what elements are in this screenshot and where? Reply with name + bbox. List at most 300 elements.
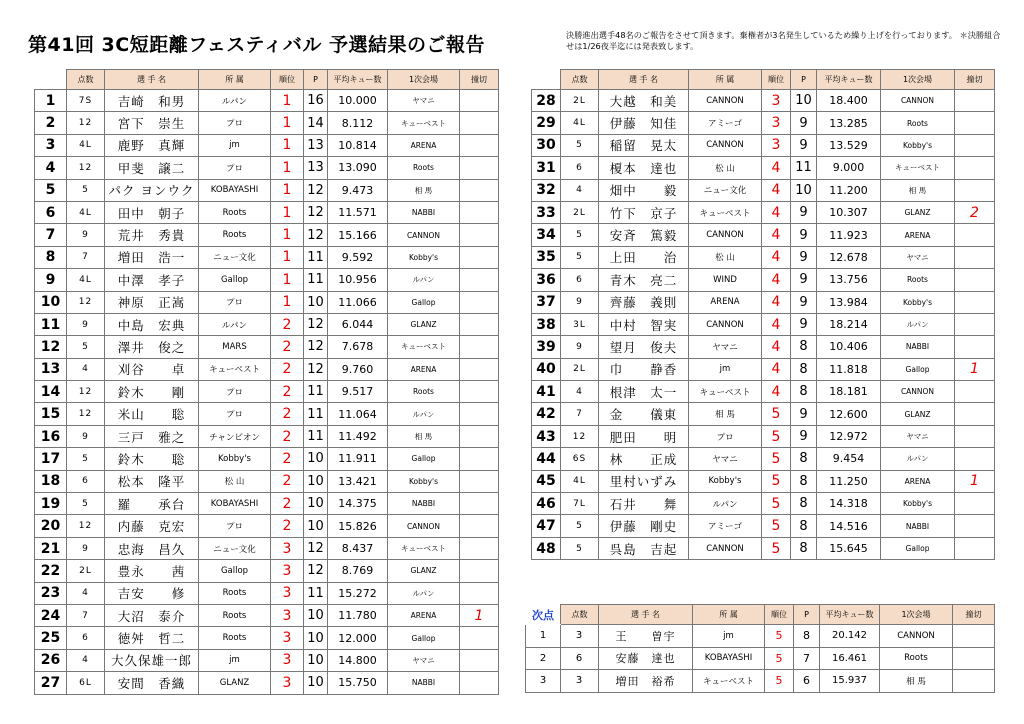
player-name: 青木 亮二 (599, 269, 689, 291)
header-affiliation: 所 属 (199, 70, 271, 90)
header-affiliation: 所 属 (689, 70, 762, 90)
avg-cue-cell: 18.181 (817, 381, 881, 403)
player-name: 大久保雄一郎 (105, 649, 199, 671)
affiliation-cell: 相 馬 (689, 403, 762, 425)
notice-text: 決勝進出選手48名のご報告をさせて頂きます。棄権者が3名発生しているため繰り上げを行っております。 ＊決勝組合せは1/26夜半迄には発表致します。 (566, 30, 1001, 51)
affiliation-cell: プロ (689, 425, 762, 447)
avg-cue-cell: 11.492 (328, 425, 388, 447)
affiliation-cell: プロ (199, 157, 271, 179)
header-rank: 順位 (762, 70, 791, 90)
rank-cell: 1 (271, 224, 304, 246)
decision-cell (460, 313, 499, 335)
venue-cell: ルパン (388, 403, 460, 425)
p-cell: 9 (791, 201, 817, 223)
avg-cue-cell: 14.318 (817, 493, 881, 515)
venue-cell: Roots (388, 157, 460, 179)
venue-cell: 相 馬 (881, 179, 955, 201)
rank-cell: 4 (762, 179, 791, 201)
rank-cell: 3 (762, 112, 791, 134)
rank-cell: 4 (762, 246, 791, 268)
player-name: 根津 太一 (599, 381, 689, 403)
p-cell: 11 (304, 403, 328, 425)
rank-cell: 4 (762, 224, 791, 246)
rank-cell: 5 (762, 470, 791, 492)
player-name: 望月 俊夫 (599, 336, 689, 358)
affiliation-cell: ニュー文化 (199, 246, 271, 268)
venue-cell: Kobby's (881, 134, 955, 156)
p-cell: 11 (304, 246, 328, 268)
header-venue: 1次会場 (880, 605, 953, 625)
row-number: 43 (532, 425, 561, 447)
decision-cell (953, 670, 995, 693)
decision-cell (460, 515, 499, 537)
affiliation-cell: CANNON (689, 134, 762, 156)
rank-cell: 1 (271, 112, 304, 134)
header-points: 点数 (67, 70, 105, 90)
avg-cue-cell: 18.400 (817, 90, 881, 112)
decision-cell (955, 493, 995, 515)
rank-cell: 2 (271, 358, 304, 380)
rank-cell: 4 (762, 201, 791, 223)
affiliation-cell: プロ (199, 515, 271, 537)
player-name: 中澤 孝子 (105, 269, 199, 291)
points-cell: 2L (67, 560, 105, 582)
header-player: 選 手 名 (599, 605, 693, 625)
p-cell: 12 (304, 179, 328, 201)
avg-cue-cell: 20.142 (820, 625, 880, 648)
table-row (532, 493, 995, 515)
table-row (532, 381, 995, 403)
player-name: 肥田 明 (599, 425, 689, 447)
player-name: 吉安 修 (105, 582, 199, 604)
avg-cue-cell: 9.592 (328, 246, 388, 268)
avg-cue-cell: 12.678 (817, 246, 881, 268)
affiliation-cell: CANNON (689, 313, 762, 335)
player-name: 中村 智実 (599, 313, 689, 335)
affiliation-cell: ヤマニ (689, 448, 762, 470)
player-name: 米山 聡 (105, 403, 199, 425)
decision-cell (955, 157, 995, 179)
decision-cell (460, 560, 499, 582)
affiliation-cell: プロ (199, 112, 271, 134)
table-row (532, 358, 995, 380)
decision-cell (955, 246, 995, 268)
row-number: 47 (532, 515, 561, 537)
row-number: 45 (532, 470, 561, 492)
venue-cell: Kobby's (881, 493, 955, 515)
points-cell: 7 (67, 246, 105, 268)
p-cell: 9 (791, 269, 817, 291)
rank-cell: 3 (762, 90, 791, 112)
rank-cell: 3 (271, 604, 304, 626)
affiliation-cell: ルパン (689, 493, 762, 515)
p-cell: 10 (304, 493, 328, 515)
player-name: 伊藤 剛史 (599, 515, 689, 537)
avg-cue-cell: 18.214 (817, 313, 881, 335)
decision-cell (955, 224, 995, 246)
header-avg: 平均キュー数 (820, 605, 880, 625)
affiliation-cell: 松 山 (199, 470, 271, 492)
points-cell: 6 (561, 157, 599, 179)
avg-cue-cell: 13.984 (817, 291, 881, 313)
venue-cell: ヤマニ (388, 649, 460, 671)
venue-cell: Gallop (388, 291, 460, 313)
blank-header (35, 70, 67, 90)
rank-cell: 2 (271, 403, 304, 425)
table-row (35, 604, 499, 626)
row-number: 37 (532, 291, 561, 313)
table-row (35, 269, 499, 291)
points-cell: 4L (67, 201, 105, 223)
header-venue: 1次会場 (881, 70, 955, 90)
rank-cell: 2 (271, 336, 304, 358)
table-row (35, 493, 499, 515)
p-cell: 8 (791, 358, 817, 380)
header-p: P (794, 605, 820, 625)
row-number: 21 (35, 537, 67, 559)
p-cell: 8 (791, 515, 817, 537)
table-row (532, 336, 995, 358)
venue-cell: キューベスト (881, 157, 955, 179)
affiliation-cell: キューベスト (693, 670, 765, 693)
p-cell: 12 (304, 537, 328, 559)
p-cell: 13 (304, 157, 328, 179)
header-affiliation: 所 属 (693, 605, 765, 625)
points-cell: 9 (67, 425, 105, 447)
decision-cell (460, 269, 499, 291)
venue-cell: Roots (388, 381, 460, 403)
avg-cue-cell: 14.800 (328, 649, 388, 671)
table-row (532, 269, 995, 291)
points-cell: 12 (67, 157, 105, 179)
player-name: 安間 香織 (105, 672, 199, 694)
venue-cell: CANNON (881, 90, 955, 112)
rank-cell: 4 (762, 157, 791, 179)
decision-cell: 1 (955, 470, 995, 492)
affiliation-cell: jm (693, 625, 765, 648)
venue-cell: Gallop (881, 358, 955, 380)
rank-cell: 2 (271, 515, 304, 537)
decision-cell (460, 425, 499, 447)
affiliation-cell: Kobby's (199, 448, 271, 470)
venue-cell: ヤマニ (881, 246, 955, 268)
points-cell: 3 (561, 670, 599, 693)
p-cell: 10 (791, 90, 817, 112)
player-name: 三戸 雅之 (105, 425, 199, 447)
rank-cell: 3 (762, 134, 791, 156)
affiliation-cell: プロ (199, 291, 271, 313)
affiliation-cell: ARENA (689, 291, 762, 313)
points-cell: 9 (561, 336, 599, 358)
table-row (35, 246, 499, 268)
player-name: 中島 宏典 (105, 313, 199, 335)
affiliation-cell: jm (199, 649, 271, 671)
table-row (532, 246, 995, 268)
row-number: 2 (526, 647, 561, 670)
table-row (35, 560, 499, 582)
points-cell: 6 (561, 269, 599, 291)
row-number: 26 (35, 649, 67, 671)
avg-cue-cell: 12.000 (328, 627, 388, 649)
points-cell: 3 (561, 625, 599, 648)
points-cell: 5 (561, 515, 599, 537)
row-number: 36 (532, 269, 561, 291)
row-number: 15 (35, 403, 67, 425)
p-cell: 9 (791, 313, 817, 335)
player-name: 金 儀東 (599, 403, 689, 425)
table-row (532, 90, 995, 112)
row-number: 22 (35, 560, 67, 582)
venue-cell: キューベスト (388, 537, 460, 559)
decision-cell (460, 358, 499, 380)
avg-cue-cell: 12.600 (817, 403, 881, 425)
table-row (35, 224, 499, 246)
points-cell: 5 (67, 336, 105, 358)
venue-cell: ヤマニ (388, 90, 460, 112)
table-row (35, 112, 499, 134)
decision-cell (460, 582, 499, 604)
table-row (35, 381, 499, 403)
header-p: P (791, 70, 817, 90)
affiliation-cell: jm (689, 358, 762, 380)
p-cell: 8 (791, 470, 817, 492)
affiliation-cell: プロ (199, 403, 271, 425)
decision-cell (955, 291, 995, 313)
alternates-label: 次点 (526, 605, 561, 625)
p-cell: 7 (794, 647, 820, 670)
points-cell: 4 (561, 179, 599, 201)
row-number: 3 (526, 670, 561, 693)
affiliation-cell: KOBAYASHI (693, 647, 765, 670)
row-number: 35 (532, 246, 561, 268)
p-cell: 8 (791, 493, 817, 515)
affiliation-cell: jm (199, 134, 271, 156)
rank-cell: 3 (271, 672, 304, 694)
row-number: 10 (35, 291, 67, 313)
points-cell: 5 (67, 493, 105, 515)
decision-cell (955, 313, 995, 335)
header-player: 選 手 名 (599, 70, 689, 90)
row-number: 11 (35, 313, 67, 335)
decision-cell (955, 134, 995, 156)
p-cell: 11 (791, 157, 817, 179)
rank-cell: 5 (762, 403, 791, 425)
row-number: 7 (35, 224, 67, 246)
avg-cue-cell: 15.166 (328, 224, 388, 246)
venue-cell: Kobby's (881, 291, 955, 313)
rank-cell: 2 (271, 470, 304, 492)
table-row (35, 336, 499, 358)
player-name: 神原 正嵩 (105, 291, 199, 313)
player-name: 荒井 秀貴 (105, 224, 199, 246)
points-cell: 12 (67, 381, 105, 403)
p-cell: 9 (791, 224, 817, 246)
venue-cell: Roots (881, 269, 955, 291)
points-cell: 12 (67, 403, 105, 425)
table-row (35, 582, 499, 604)
points-cell: 4L (67, 269, 105, 291)
avg-cue-cell: 10.406 (817, 336, 881, 358)
decision-cell (460, 90, 499, 112)
decision-cell (460, 224, 499, 246)
points-cell: 9 (561, 291, 599, 313)
points-cell: 6 (67, 627, 105, 649)
points-cell: 6L (67, 672, 105, 694)
header-venue: 1次会場 (388, 70, 460, 90)
points-cell: 5 (561, 537, 599, 559)
p-cell: 8 (791, 381, 817, 403)
decision-cell (955, 112, 995, 134)
venue-cell: ルパン (881, 448, 955, 470)
row-number: 16 (35, 425, 67, 447)
decision-cell (953, 647, 995, 670)
venue-cell: NABBI (388, 493, 460, 515)
row-number: 18 (35, 470, 67, 492)
table-row (35, 313, 499, 335)
points-cell: 9 (67, 313, 105, 335)
row-number: 46 (532, 493, 561, 515)
affiliation-cell: キューベスト (689, 201, 762, 223)
decision-cell (460, 403, 499, 425)
points-cell: 2L (561, 90, 599, 112)
avg-cue-cell: 15.272 (328, 582, 388, 604)
player-name: 上田 治 (599, 246, 689, 268)
points-cell: 5 (67, 448, 105, 470)
table-row (532, 291, 995, 313)
rank-cell: 3 (271, 560, 304, 582)
header-rank: 順位 (765, 605, 794, 625)
affiliation-cell: Roots (199, 201, 271, 223)
rank-cell: 4 (762, 269, 791, 291)
affiliation-cell: Kobby's (689, 470, 762, 492)
table-row (35, 201, 499, 223)
venue-cell: ARENA (388, 134, 460, 156)
table-row (532, 157, 995, 179)
points-cell: 4L (561, 112, 599, 134)
affiliation-cell: Roots (199, 627, 271, 649)
points-cell: 6S (561, 448, 599, 470)
rank-cell: 5 (765, 670, 794, 693)
affiliation-cell: ニュー文化 (199, 537, 271, 559)
avg-cue-cell: 11.911 (328, 448, 388, 470)
blank-header (532, 70, 561, 90)
rank-cell: 2 (271, 381, 304, 403)
venue-cell: 相 馬 (880, 670, 953, 693)
p-cell: 11 (304, 582, 328, 604)
decision-cell (460, 627, 499, 649)
avg-cue-cell: 10.956 (328, 269, 388, 291)
table-row (532, 515, 995, 537)
player-name: 大沼 泰介 (105, 604, 199, 626)
player-name: 宮下 崇生 (105, 112, 199, 134)
affiliation-cell: ルパン (199, 313, 271, 335)
table-row (532, 425, 995, 447)
p-cell: 11 (304, 425, 328, 447)
table-row (532, 448, 995, 470)
row-number: 12 (35, 336, 67, 358)
affiliation-cell: キューベスト (689, 381, 762, 403)
row-number: 6 (35, 201, 67, 223)
table-row (532, 201, 995, 223)
table-row (35, 134, 499, 156)
decision-cell (460, 201, 499, 223)
results-table-right (531, 69, 995, 560)
venue-cell: CANNON (881, 381, 955, 403)
player-name: 鈴木 聡 (105, 448, 199, 470)
avg-cue-cell: 9.000 (817, 157, 881, 179)
decision-cell (460, 448, 499, 470)
row-number: 38 (532, 313, 561, 335)
avg-cue-cell: 13.756 (817, 269, 881, 291)
avg-cue-cell: 13.090 (328, 157, 388, 179)
affiliation-cell: Gallop (199, 269, 271, 291)
affiliation-cell: チャンピオン (199, 425, 271, 447)
avg-cue-cell: 11.066 (328, 291, 388, 313)
player-name: 安藤 達也 (599, 647, 693, 670)
row-number: 41 (532, 381, 561, 403)
p-cell: 6 (794, 670, 820, 693)
venue-cell: Gallop (388, 627, 460, 649)
table-row (35, 358, 499, 380)
points-cell: 6 (561, 647, 599, 670)
table-row (35, 627, 499, 649)
row-number: 33 (532, 201, 561, 223)
points-cell: 4 (67, 358, 105, 380)
table-header-row (532, 70, 995, 90)
row-number: 24 (35, 604, 67, 626)
p-cell: 12 (304, 201, 328, 223)
avg-cue-cell: 10.000 (328, 90, 388, 112)
venue-cell: NABBI (881, 515, 955, 537)
table-row (35, 448, 499, 470)
table-row (35, 157, 499, 179)
player-name: 松本 隆平 (105, 470, 199, 492)
p-cell: 9 (791, 134, 817, 156)
affiliation-cell: KOBAYASHI (199, 493, 271, 515)
row-number: 29 (532, 112, 561, 134)
rank-cell: 1 (271, 269, 304, 291)
player-name: パク ヨンウク (105, 179, 199, 201)
venue-cell: ARENA (881, 224, 955, 246)
table-row (532, 403, 995, 425)
venue-cell: CANNON (880, 625, 953, 648)
rank-cell: 2 (271, 448, 304, 470)
table-row (35, 649, 499, 671)
affiliation-cell: CANNON (689, 537, 762, 559)
affiliation-cell: プロ (199, 381, 271, 403)
player-name: 増田 裕希 (599, 670, 693, 693)
points-cell: 5 (561, 224, 599, 246)
decision-cell (460, 179, 499, 201)
venue-cell: ヤマニ (881, 425, 955, 447)
decision-cell (955, 403, 995, 425)
decision-cell: 1 (955, 358, 995, 380)
header-p: P (304, 70, 328, 90)
player-name: 榎本 達也 (599, 157, 689, 179)
row-number: 14 (35, 381, 67, 403)
affiliation-cell: Roots (199, 604, 271, 626)
points-cell: 6 (67, 470, 105, 492)
player-name: 伊藤 知佳 (599, 112, 689, 134)
rank-cell: 3 (271, 649, 304, 671)
points-cell: 7 (67, 604, 105, 626)
affiliation-cell: ニュー文化 (689, 179, 762, 201)
avg-cue-cell: 13.421 (328, 470, 388, 492)
avg-cue-cell: 14.375 (328, 493, 388, 515)
rank-cell: 5 (765, 647, 794, 670)
rank-cell: 5 (762, 515, 791, 537)
table-row (35, 179, 499, 201)
